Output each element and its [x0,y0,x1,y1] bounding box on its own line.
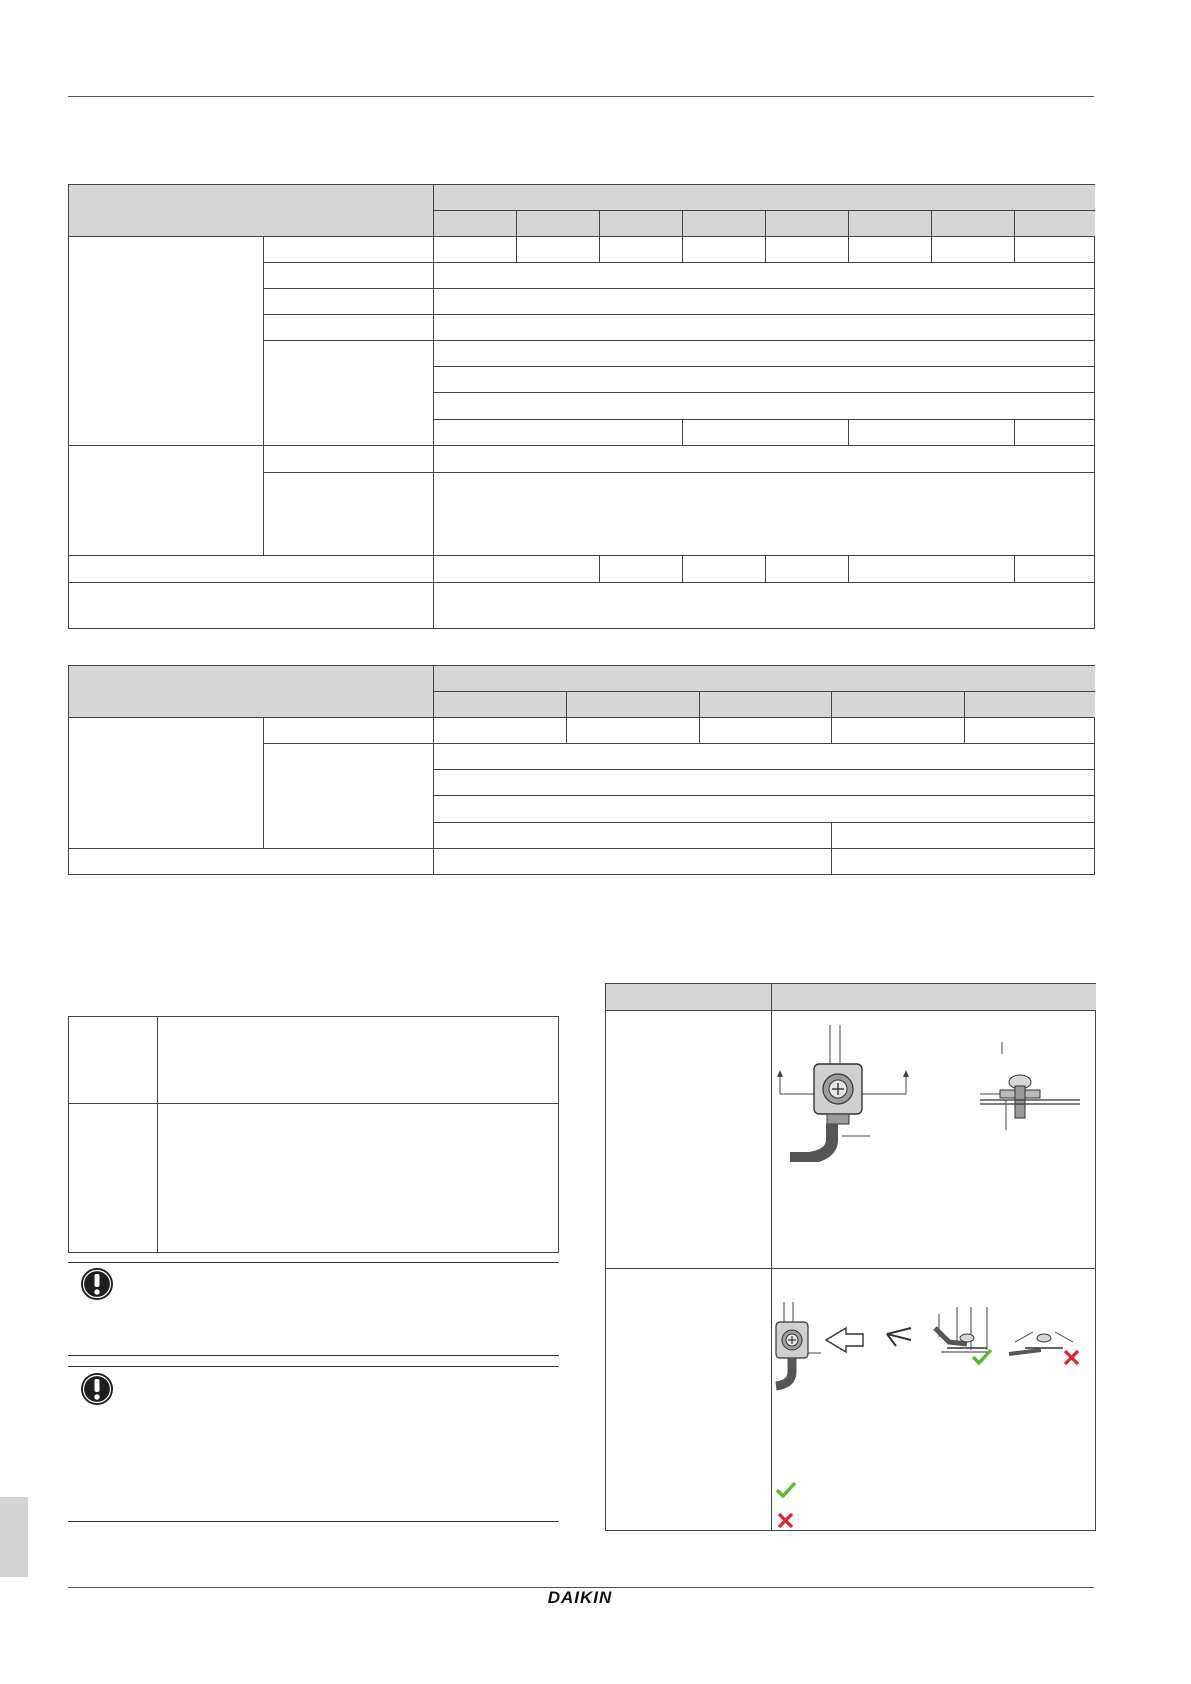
table1-cell [849,420,1015,446]
table1-span-cell [434,341,1095,367]
table2-sub-label [264,718,434,744]
table2-header-group [434,666,1095,692]
table1-span-cell [434,289,1095,315]
side-tab [0,1497,28,1577]
table1-sub-label [264,315,434,341]
table1-cell [434,237,517,263]
table2-span-cell [434,770,1095,796]
table1-cell [517,237,600,263]
table1-cell [849,556,1015,583]
table1-cell [600,237,683,263]
table1-cell [766,556,849,583]
table1-sub-label [264,446,434,473]
info-box-table [68,1016,559,1253]
table2-header-col [567,692,700,718]
table2-cell [832,718,965,744]
table1-cell [766,237,849,263]
info-box-text [158,1104,559,1253]
table1-cell [849,237,932,263]
info-box-label [69,1017,158,1104]
table1-group-label [69,237,264,446]
table1-sub-label [264,289,434,315]
terminal-crimp-figure [770,1022,1090,1162]
table1-cell [683,237,766,263]
table2-header-col [965,692,1095,718]
cross-icon [777,1512,794,1529]
table1-header-col [766,211,849,237]
table2-cell [567,718,700,744]
table1-cell [683,556,766,583]
caution-note-top-rule [68,1366,559,1367]
table1-sub-label [264,341,434,446]
caution-note-bottom-rule [68,1355,559,1356]
caution-note-bottom-rule [68,1521,559,1522]
table1-span-cell [434,583,1095,629]
table2-header-col [832,692,965,718]
table2-row-label [69,849,434,875]
table1-header-group [434,185,1095,211]
table1-span-cell [434,473,1095,556]
table1-row-label [69,583,434,629]
exclamation-circle-icon [80,1267,114,1301]
check-icon [971,1348,993,1366]
check-icon [775,1481,797,1499]
header-rule [68,96,1094,97]
table1-header-col [434,211,517,237]
table1-cell [434,556,600,583]
table1-sub-label [264,473,434,556]
table1-cell [1015,420,1095,446]
table2-cell [700,718,832,744]
table2-group-label [69,718,264,849]
info-box-label [69,1104,158,1253]
table1-cell [683,420,849,446]
table1-cell [932,237,1015,263]
table2-cell [434,849,832,875]
table2-cell [434,718,567,744]
table1-cell [434,420,683,446]
table1-sub-label [264,263,434,289]
spec-table-2 [68,665,1095,875]
table2-cell [434,823,832,849]
table2-header-col [700,692,832,718]
spec-table-1 [68,184,1095,629]
cross-icon [1063,1349,1080,1366]
table1-header-left [69,185,434,237]
wiring-row-label [606,1011,772,1269]
table2-span-cell [434,744,1095,770]
wiring-header-right [772,984,1096,1011]
table1-group-label [69,446,264,556]
table1-span-cell [434,367,1095,393]
table1-span-cell [434,315,1095,341]
table2-cell [832,823,1095,849]
table2-cell [832,849,1095,875]
table1-cell [1015,237,1095,263]
table1-cell [600,556,683,583]
table1-header-col [600,211,683,237]
table1-header-col [683,211,766,237]
wiring-header-left [606,984,772,1011]
exclamation-circle-icon [80,1372,114,1406]
table2-header-left [69,666,434,718]
wiring-row-label [606,1269,772,1531]
table1-header-col [517,211,600,237]
table1-header-col [1015,211,1095,237]
table1-sub-label [264,237,434,263]
table1-cell [1015,556,1095,583]
table1-span-cell [434,446,1095,473]
table2-sub-label [264,744,434,849]
caution-note-top-rule [68,1262,559,1263]
table1-header-col [849,211,932,237]
table1-row-label [69,556,434,583]
daikin-logo: DAIKIN [547,1588,613,1607]
table2-header-col [434,692,567,718]
table1-span-cell [434,263,1095,289]
info-box-text [158,1017,559,1104]
table1-span-cell [434,393,1095,420]
table1-header-col [932,211,1015,237]
table2-span-cell [434,796,1095,823]
table2-cell [965,718,1095,744]
wire-insertion-figure [771,1302,1091,1392]
